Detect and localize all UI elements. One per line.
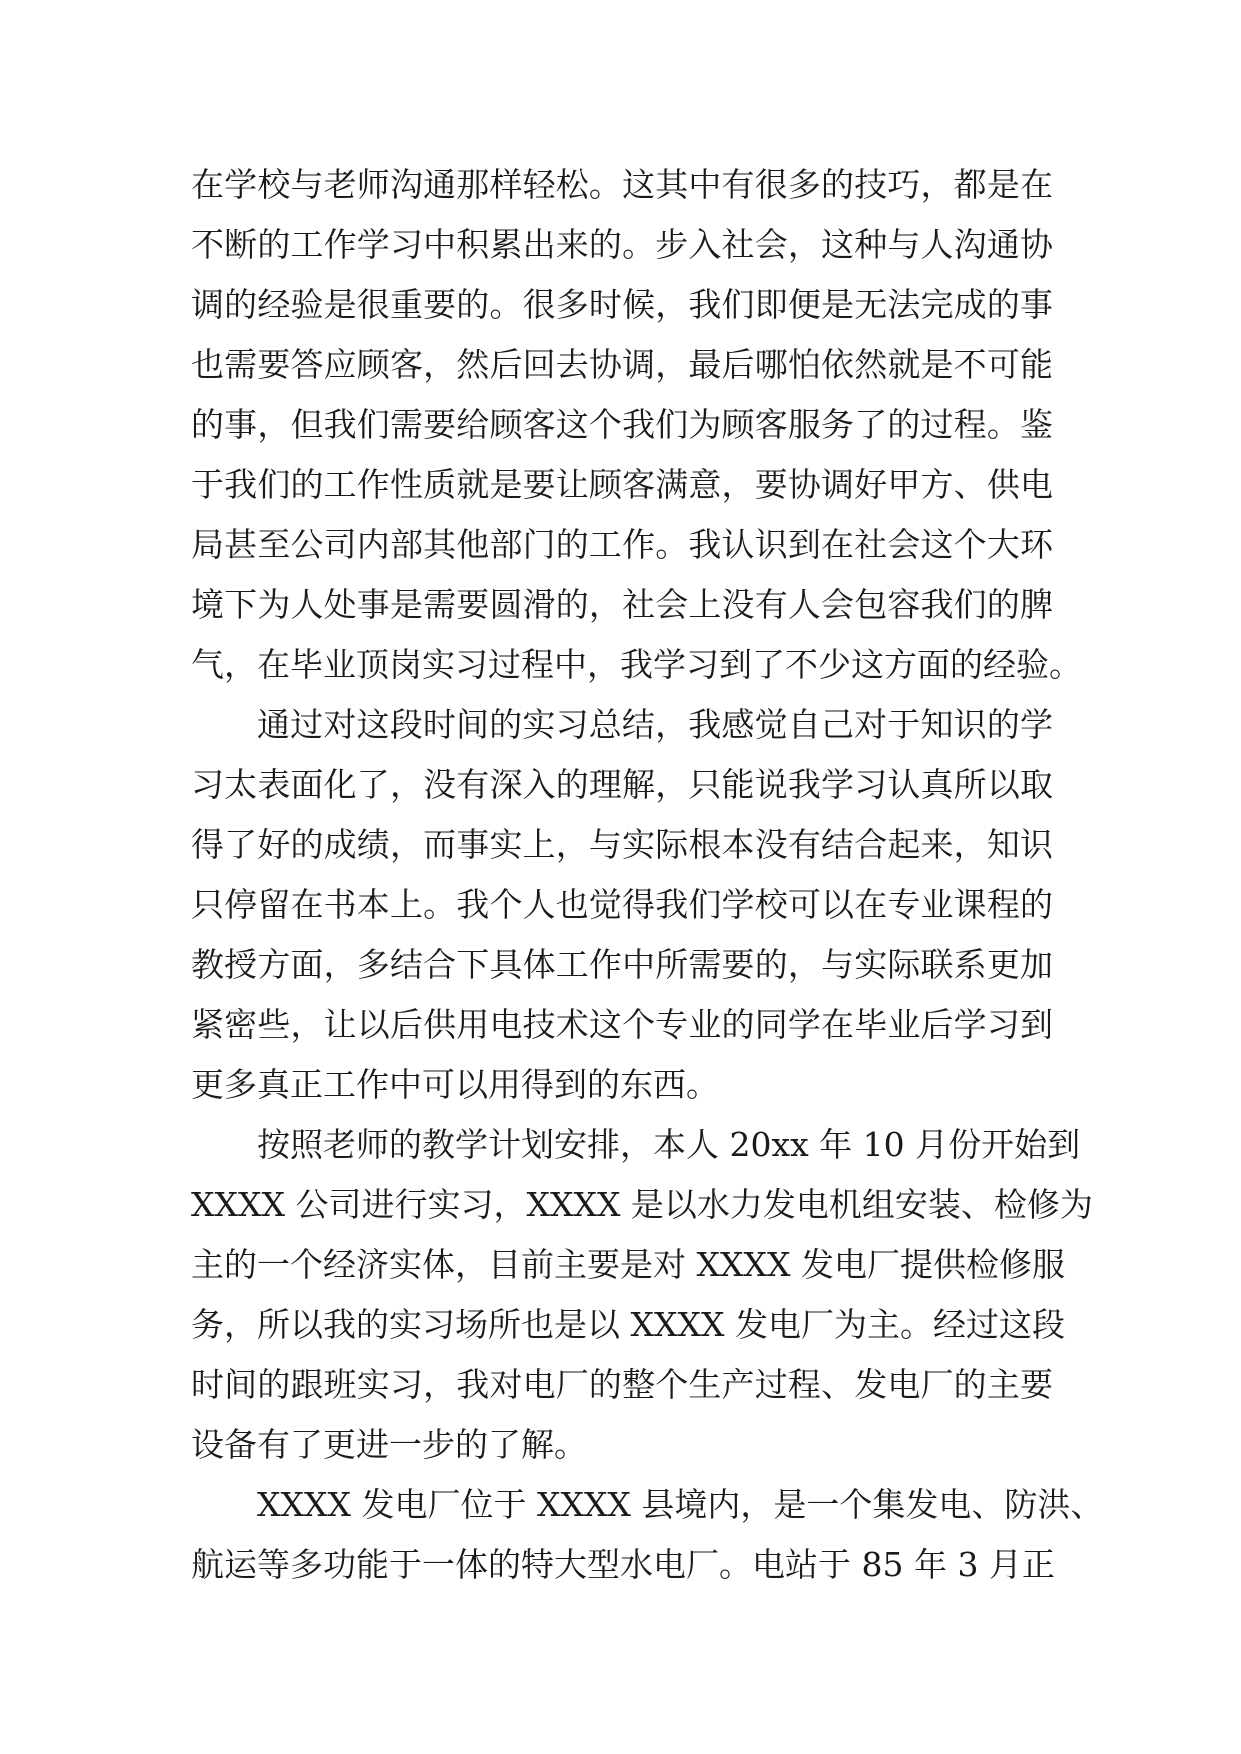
text-line: 境下为人处事是需要圆滑的，社会上没有人会包容我们的脾 xyxy=(191,585,1053,624)
text-line: 于我们的工作性质就是要让顾客满意，要协调好甲方、供电 xyxy=(191,465,1053,504)
text-line: 也需要答应顾客，然后回去协调，最后哪怕依然就是不可能 xyxy=(191,345,1053,384)
text-line: XXXX 公司进行实习，XXXX 是以水力发电机组安装、检修为 xyxy=(191,1185,1093,1224)
text-line: 气，在毕业顶岗实习过程中，我学习到了不少这方面的经验。 xyxy=(191,645,1082,684)
text-line: 务，所以我的实习场所也是以 XXXX 发电厂为主。经过这段 xyxy=(191,1305,1065,1344)
text-line: 局甚至公司内部其他部门的工作。我认识到在社会这个大环 xyxy=(191,525,1053,564)
text-line: 设备有了更进一步的了解。 xyxy=(191,1425,587,1464)
text-line: 更多真正工作中可以用得到的东西。 xyxy=(191,1065,719,1104)
document-body xyxy=(191,155,1104,1595)
paragraph-first-line: 通过对这段时间的实习总结，我感觉自己对于知识的学 xyxy=(257,705,1053,744)
text-line: 不断的工作学习中积累出来的。步入社会，这种与人沟通协 xyxy=(191,225,1053,264)
text-line: 调的经验是很重要的。很多时候，我们即便是无法完成的事 xyxy=(191,285,1053,324)
text-line: 主的一个经济实体，目前主要是对 XXXX 发电厂提供检修服 xyxy=(191,1245,1065,1284)
text-line: 的事，但我们需要给顾客这个我们为顾客服务了的过程。鉴 xyxy=(191,405,1053,444)
text-line: 得了好的成绩，而事实上，与实际根本没有结合起来，知识 xyxy=(191,825,1053,864)
text-line: 只停留在书本上。我个人也觉得我们学校可以在专业课程的 xyxy=(191,885,1053,924)
paragraph-first-line: 按照老师的教学计划安排，本人 20xx 年 10 月份开始到 xyxy=(257,1125,1081,1164)
text-line: 紧密些，让以后供用电技术这个专业的同学在毕业后学习到 xyxy=(191,1005,1053,1044)
text-line: 习太表面化了，没有深入的理解，只能说我学习认真所以取 xyxy=(191,765,1053,804)
text-line: 航运等多功能于一体的特大型水电厂。电站于 85 年 3 月正 xyxy=(191,1545,1055,1584)
text-line: 教授方面，多结合下具体工作中所需要的，与实际联系更加 xyxy=(191,945,1053,984)
text-line: 在学校与老师沟通那样轻松。这其中有很多的技巧，都是在 xyxy=(191,165,1053,204)
text-line: 时间的跟班实习，我对电厂的整个生产过程、发电厂的主要 xyxy=(191,1365,1053,1404)
paragraph-first-line: XXXX 发电厂位于 XXXX 县境内，是一个集发电、防洪、 xyxy=(257,1485,1104,1524)
